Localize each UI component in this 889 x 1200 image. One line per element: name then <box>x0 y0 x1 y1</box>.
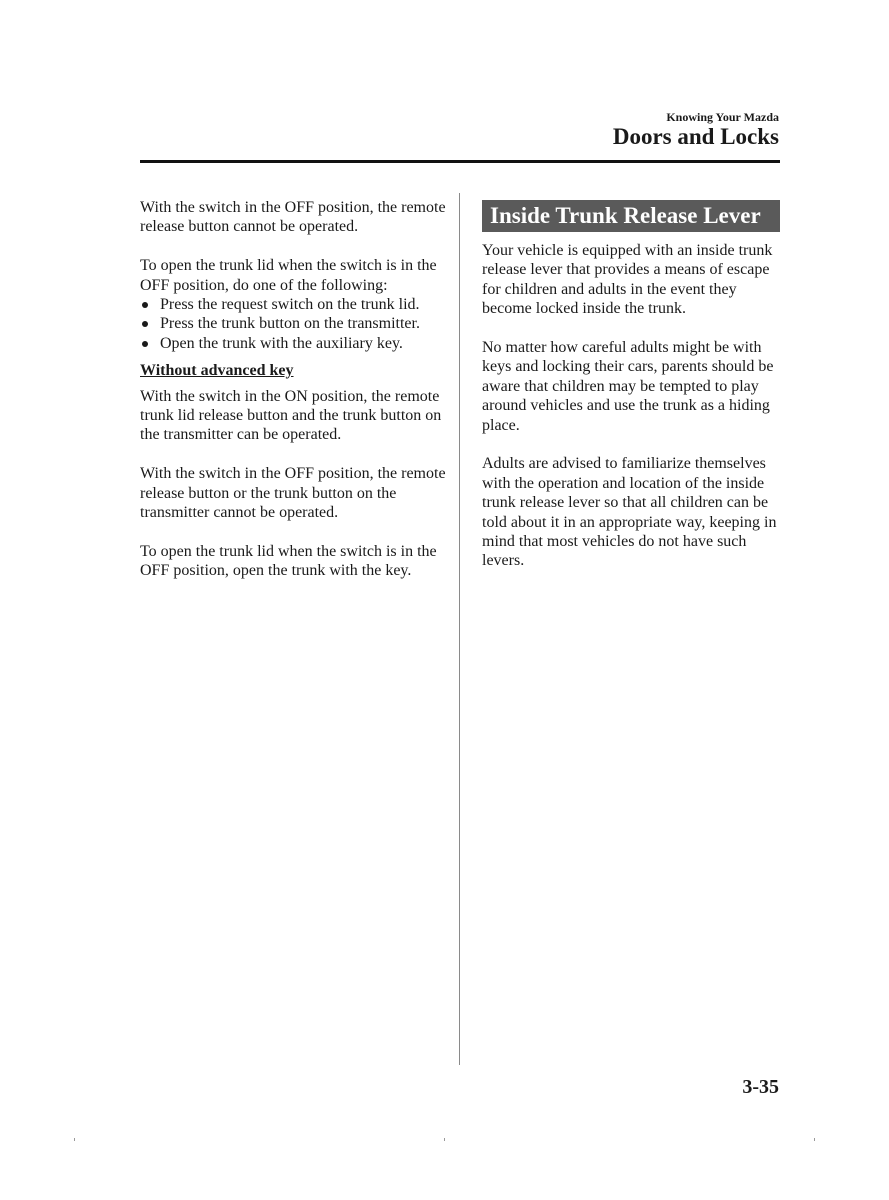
list-item-text: Press the request switch on the trunk lid. <box>160 296 420 314</box>
section-title: Doors and Locks <box>612 124 779 149</box>
paragraph: Your vehicle is equipped with an inside trunk release lever that provides a means of escape for children and adults in the event they become locked inside the trunk. <box>482 242 773 318</box>
list-item-text: Open the trunk with the auxiliary key. <box>160 334 403 352</box>
subheading: Without advanced key <box>140 362 294 380</box>
page-number: 3-35 <box>742 1076 779 1098</box>
crop-mark <box>444 1138 445 1141</box>
bullet-list <box>140 295 446 353</box>
left-column <box>140 198 446 600</box>
list-item <box>140 334 446 353</box>
crop-mark <box>814 1138 815 1141</box>
paragraph: With the switch in the ON position, the remote trunk lid release button and the trunk button on the transmitter can be operated. <box>140 387 442 444</box>
list-item <box>140 314 446 333</box>
paragraph: To open the trunk lid when the switch is in the OFF position, do one of the following: <box>140 257 437 294</box>
right-column <box>482 198 780 590</box>
paragraph: With the switch in the OFF position, the remote release button or the trunk button on the transmitter cannot be operated. <box>140 465 446 522</box>
section-heading: Inside Trunk Release Lever <box>482 200 780 232</box>
header-rule <box>140 160 780 163</box>
paragraph: To open the trunk lid when the switch is in the OFF position, open the trunk with the key. <box>140 542 437 580</box>
paragraph: No matter how careful adults might be with keys and locking their cars, parents should be aware that children may be tempted to play around vehicles and use the trunk as a hiding place. <box>482 339 774 434</box>
bullet-icon <box>142 341 148 347</box>
paragraph: With the switch in the OFF position, the remote release button cannot be operated. <box>140 199 446 236</box>
bullet-icon <box>142 302 148 308</box>
column-divider <box>459 193 460 1065</box>
bullet-icon <box>142 321 148 327</box>
crop-mark <box>74 1138 75 1141</box>
list-item-text: Press the trunk button on the transmitter. <box>160 315 420 333</box>
running-head: Knowing Your Mazda <box>666 110 779 124</box>
paragraph: Adults are advised to familiarize themselves with the operation and location of the inside trunk release lever so that all children can be told about it in an appropriate way, keeping in mind that most vehicles do not have such levers. <box>482 455 777 570</box>
list-item <box>140 295 446 314</box>
